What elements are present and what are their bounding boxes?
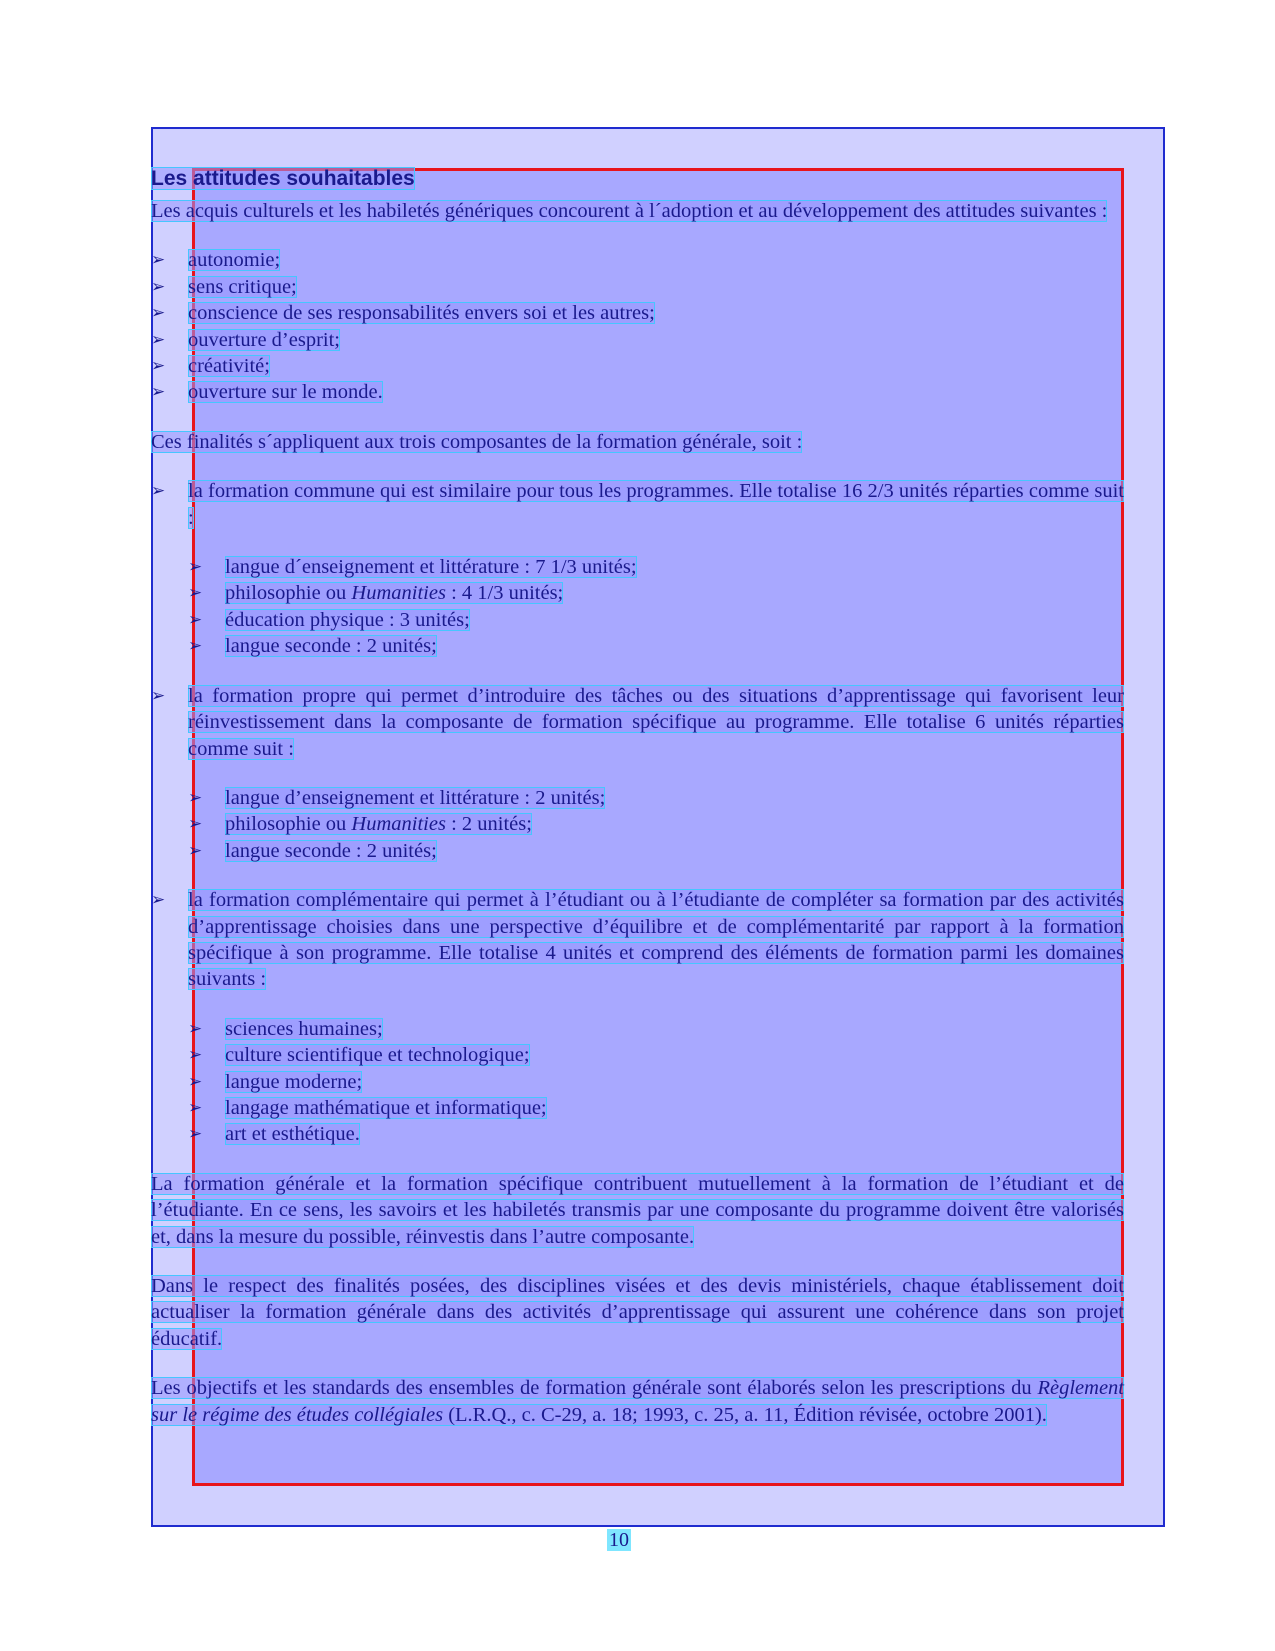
page-number: 10 (609, 1529, 629, 1551)
arrow-bullet-icon: ➢ (151, 250, 166, 271)
components-list-3 (151, 887, 1124, 993)
list-item: ➢ éducation physique : 3 unités; (188, 607, 1124, 633)
arrow-bullet-icon: ➢ (151, 382, 166, 403)
arrow-bullet-icon: ➢ (188, 1097, 203, 1118)
component-text: la formation commune qui est similaire pour tous les programmes. Elle totalise 16 2/3 unités réparties comme suit : (188, 480, 1124, 529)
sublist-formation-commune (151, 554, 1124, 660)
components-list-2 (151, 683, 1124, 762)
list-item: ➢ langue moderne; (188, 1069, 1124, 1095)
list-item: ➢ ouverture d’esprit; (151, 327, 1124, 353)
intro-paragraph: Les acquis culturels et les habiletés génériques concourent à l´adoption et au développement des attitudes suivantes : (151, 200, 1108, 222)
arrow-bullet-icon: ➢ (151, 356, 166, 377)
sublist-formation-propre (151, 785, 1124, 864)
document-body (151, 166, 1124, 1428)
arrow-bullet-icon: ➢ (188, 814, 203, 835)
component-formation-complementaire (151, 887, 1124, 993)
list-item: ➢ sciences humaines; (188, 1016, 1124, 1042)
list-item: ➢ philosophie ou Humanities : 2 unités; (188, 811, 1124, 837)
paragraph-complementarity: La formation générale et la formation spécifique contribuent mutuellement à la formation de l’étudiant et de l’étudiante. En ce sens, les savoirs et les habiletés transmis par une composante du programme doivent être valorisés et, dans la mesure du possible, réinvestis dans l’autre composante. (151, 1172, 1124, 1248)
list-item: ➢ philosophie ou Humanities : 4 1/3 unités; (188, 580, 1124, 606)
component-text: la formation propre qui permet d’introduire des tâches ou des situations d’apprentissage qui favorisent leur réinvestissement dans la composante de formation spécifique au programme. Elle totalise 6 unités réparties comme suit : (188, 684, 1124, 760)
list-item: ➢ langage mathématique et informatique; (188, 1095, 1124, 1121)
arrow-bullet-icon: ➢ (188, 1018, 203, 1039)
components-list (151, 478, 1124, 531)
section-heading: Les attitudes souhaitables (151, 167, 415, 190)
list-item: ➢ culture scientifique et technologique; (188, 1042, 1124, 1068)
list-item: ➢ autonomie; (151, 247, 1124, 273)
arrow-bullet-icon: ➢ (188, 557, 203, 578)
arrow-bullet-icon: ➢ (188, 636, 203, 657)
list-item: ➢ conscience de ses responsabilités envers soi et les autres; (151, 300, 1124, 326)
list-item: ➢ langue d’enseignement et littérature : 2 unités; (188, 785, 1124, 811)
list-item: ➢ créativité; (151, 353, 1124, 379)
arrow-bullet-icon: ➢ (188, 583, 203, 604)
paragraph-regulation: Les objectifs et les standards des ensembles de formation générale sont élaborés selon les prescriptions du Règlement sur le régime des études collégiales (L.R.Q., c. C-29, a. 18; 1993, c. 25, a. 11, Édition révisée, octobre 2001). (151, 1377, 1124, 1426)
attitudes-list (151, 247, 1124, 405)
list-item: ➢ langue seconde : 2 unités; (188, 838, 1124, 864)
arrow-bullet-icon: ➢ (151, 276, 166, 297)
component-formation-commune (151, 478, 1124, 531)
list-item: ➢ langue d´enseignement et littérature : 7 1/3 unités; (188, 554, 1124, 580)
list-item: ➢ langue seconde : 2 unités; (188, 633, 1124, 659)
arrow-bullet-icon: ➢ (151, 685, 166, 706)
arrow-bullet-icon: ➢ (188, 1124, 203, 1145)
arrow-bullet-icon: ➢ (188, 1071, 203, 1092)
component-text: la formation complémentaire qui permet à l’étudiant ou à l’étudiante de compléter sa formation par des activités d’apprentissage choisies dans une perspective d’équilibre et de complémentarité par rapport à la formation spécifique à son programme. Elle totalise 4 unités et comprend des éléments de formation parmi les domaines suivants : (188, 889, 1124, 991)
arrow-bullet-icon: ➢ (151, 481, 166, 502)
arrow-bullet-icon: ➢ (188, 787, 203, 808)
arrow-bullet-icon: ➢ (151, 303, 166, 324)
arrow-bullet-icon: ➢ (151, 329, 166, 350)
arrow-bullet-icon: ➢ (188, 840, 203, 861)
arrow-bullet-icon: ➢ (188, 609, 203, 630)
component-formation-propre (151, 683, 1124, 762)
list-item: ➢ sens critique; (151, 274, 1124, 300)
finalites-paragraph: Ces finalités s´appliquent aux trois composantes de la formation générale, soit : (151, 430, 803, 453)
arrow-bullet-icon: ➢ (188, 1045, 203, 1066)
list-item: ➢ art et esthétique. (188, 1121, 1124, 1147)
sublist-formation-complementaire (151, 1016, 1124, 1148)
arrow-bullet-icon: ➢ (151, 890, 166, 911)
paragraph-coherence: Dans le respect des finalités posées, des disciplines visées et des devis ministériels, chaque établissement doit actualiser la formation générale dans des activités d’apprentissage qui assurent une cohérence dans son projet éducatif. (151, 1275, 1124, 1350)
list-item: ➢ ouverture sur le monde. (151, 379, 1124, 405)
